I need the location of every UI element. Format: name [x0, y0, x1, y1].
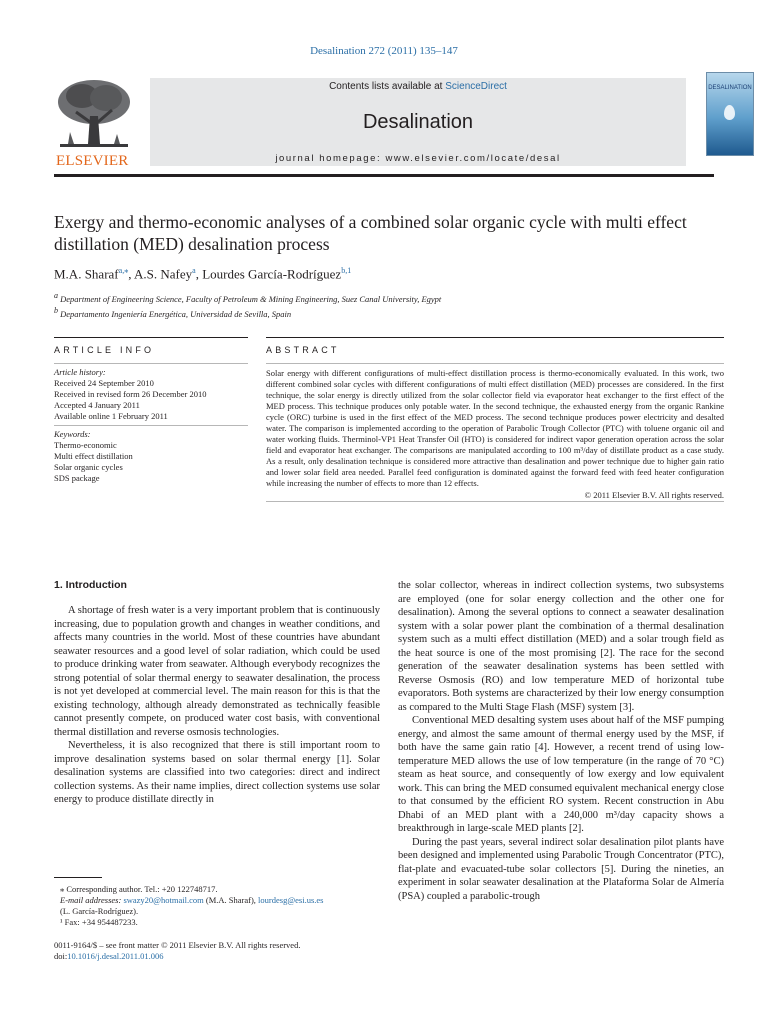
- keyword: Solar organic cycles: [54, 462, 123, 472]
- info-top-rule: [54, 363, 248, 364]
- abstract-heading: ABSTRACT: [266, 345, 340, 355]
- journal-homepage[interactable]: journal homepage: www.elsevier.com/locate/desal: [275, 153, 561, 164]
- doi-line: [54, 951, 300, 962]
- body-column-left: [54, 604, 380, 807]
- copyright-line: © 2011 Elsevier B.V. All rights reserved.: [584, 490, 724, 500]
- sciencedirect-link[interactable]: ScienceDirect: [445, 81, 507, 92]
- corresponding-author-note: ⁎ Corresponding author. Tel.: +20 122748717.: [60, 884, 218, 894]
- email-label: E-mail addresses:: [60, 895, 122, 905]
- affiliation-marker: a: [54, 291, 58, 300]
- abstract-top-rule: [266, 363, 724, 364]
- elsevier-tree-icon: [54, 76, 134, 152]
- elsevier-logo: [54, 76, 134, 170]
- footnote-rule: [54, 877, 102, 878]
- cover-title: DESALINATION: [708, 85, 752, 91]
- author-name[interactable]: M.A. Sharaf: [54, 266, 119, 282]
- author-affiliation-marker[interactable]: b,1: [341, 266, 352, 275]
- author-affiliation-marker[interactable]: a: [192, 266, 196, 275]
- contents-prefix: Contents lists available at: [329, 81, 446, 92]
- abstract-text: Solar energy with different configurations of multi-effect distillation process is thermo-economically evaluated. In this work, two different combined solar cycles with different configurations of multi effect distillation (MED) processes are considered. In the first technique, the solar energy is directly utilized from the solar collector field via evaporator heat exchanger to the first effect of the MED process. This technique produces only potable water. In the second technique, the exhausted energy from the organic Rankine cycle (ORC) turbine is used in the first effect of the MED process. The second technique produces power electricity and desalted water. The comparison is implemented according to the operation of Parabolic Trough Collector (PTC) with toluene organic oil and water working fluids. Therminol-VP1 Heat Transfer Oil (HTO) is considered for indirect vapor generation operation across the solar field and evaporator heat exchanger. The comparisons are manipulated according to 100 m³/day of distillate product as a case study. As a result, only desalination technique is considered more attractive than desalination and power technique due to higher gain ratio and lower solar field area needed. Parallel feed configuration is dominated against the forward feed with feed heater configuration while increasing the number of effects to more than 12 effects.: [266, 368, 724, 488]
- abstract-bottom-rule: [266, 501, 724, 502]
- email-owner-note: (L. García-Rodríguez).: [60, 906, 139, 916]
- info-divider: [54, 425, 248, 426]
- fax-note: ¹ Fax: +34 954487233.: [60, 917, 138, 927]
- history-item: Received 24 September 2010: [54, 378, 154, 388]
- journal-masthead: [54, 72, 752, 170]
- elsevier-wordmark: ELSEVIER: [56, 153, 129, 169]
- author-name[interactable]: Lourdes García-Rodríguez: [202, 266, 342, 282]
- email-owner: (M.A. Sharaf),: [203, 895, 259, 905]
- history-item: Received in revised form 26 December 2010: [54, 389, 207, 399]
- article-title: Exergy and thermo-economic analyses of a combined solar organic cycle with multi effect distillation (MED) desalination process: [54, 212, 687, 254]
- header-rule: [54, 174, 714, 177]
- affiliation-marker: b: [54, 305, 58, 315]
- body-column-right: [398, 579, 724, 903]
- keyword: SDS package: [54, 473, 100, 483]
- water-drop-icon: [724, 105, 735, 120]
- keywords-label: Keywords:: [54, 429, 91, 439]
- journal-cover-thumbnail[interactable]: [706, 72, 754, 156]
- author-list: M.A. Sharaf$^{a,⁎}$, A.S. Nafey$^a$, Lourdes García-Rodríguez$^{b,1}$: [54, 266, 352, 282]
- footnotes: [54, 884, 384, 928]
- doi-label: doi:: [54, 951, 68, 961]
- keyword: Multi effect distillation: [54, 451, 133, 461]
- email-note: [54, 895, 384, 906]
- article-history-label: Article history:: [54, 367, 106, 377]
- author-name[interactable]: A.S. Nafey: [134, 266, 193, 282]
- journal-name: Desalination: [362, 111, 474, 133]
- body-paragraph: A shortage of fresh water is a very important problem that is continuously increasing, due to population growth and changes in weather conditions, and affects many countries in the world. Most of these countries have abundant seawater resources and a good level of solar radiation, which could be used to produce drinking water from seawater. Although everybody recognizes the strong potential of solar thermal energy to seawater desalination, the process is not yet developed at commercial level. The main reason for this is that the existing technology, although already demonstrated as technically feasible cannot presently compete, on produced water cost basis, with conventional thermal distillation and reverse osmosis technologies.: [54, 605, 380, 738]
- author-affiliation-marker[interactable]: a,⁎: [118, 266, 129, 275]
- abstract-box: [266, 363, 724, 502]
- doi-link[interactable]: 10.1016/j.desal.2011.01.006: [67, 951, 164, 961]
- contents-line: [150, 81, 686, 92]
- issn-line: 0011-9164/$ – see front matter © 2011 Elsevier B.V. All rights reserved.: [54, 940, 301, 950]
- body-paragraph: Nevertheless, it is also recognized that there is still important room to improve desalination systems based on solar thermal energy [1]. Solar desalination systems are classified into two categories: direct and indirect collection systems. As their name implies, direct collection systems use solar energy to produce distillate directly in: [54, 740, 380, 805]
- history-item: Accepted 4 January 2011: [54, 400, 140, 410]
- article-info-box: [54, 363, 248, 484]
- affiliation: [54, 290, 441, 305]
- abstract-rule: [266, 337, 724, 338]
- masthead-banner: [150, 78, 686, 166]
- affiliation-text: Departamento Ingeniería Energética, Universidad de Sevilla, Spain: [60, 308, 292, 319]
- keyword: Thermo-economic: [54, 440, 117, 450]
- article-info-heading: ARTICLE INFO: [54, 345, 155, 355]
- affiliations: [54, 290, 441, 320]
- front-matter: [54, 940, 300, 962]
- body-paragraph: Conventional MED desalting system uses about half of the MSF pumping energy, and almost the same amount of thermal energy used by the MSF, if both have the same gain ratio [4]. However, a recent trend of using low-temperature MED allows the use of low temperature (in the range of 70 °C) steam as heat source, and consequently of low exergy and low equivalent work. This can bring the MED consumed equivalent mechanical energy close to that consumed by the efficient RO system. Recent construction in Abu Dhabi of an MED plant with a 240,000 m³/day capacity shows a breakthrough in large-scale MED plants [2].: [398, 715, 724, 834]
- email-link[interactable]: swazy20@hotmail.com: [123, 895, 204, 905]
- history-item: Available online 1 February 2011: [54, 411, 168, 421]
- email-link[interactable]: lourdesg@esi.us.es: [258, 895, 324, 905]
- journal-citation[interactable]: Desalination 272 (2011) 135–147: [310, 45, 458, 57]
- section-heading-introduction: 1. Introduction: [54, 579, 127, 591]
- affiliation: [54, 305, 441, 320]
- body-paragraph: the solar collector, whereas in indirect collection systems, two subsystems are employed (one for solar energy collection and the other one for desalination). Among the several options to connect a seawater desalination system with a solar power plant the combination of a thermal desalination system such as a multi effect distillation (MED) and a solar trough field as the heat source is one of the most promising [2]. The race for the second generation of the seawater desalination systems has been settled with Reverse Osmosis (RO) and low temperature MED of horizontal tube evaporators. Both systems are characterized by their low energy consumption as compared to the Multi Stage Flash (MSF) system [3].: [398, 580, 724, 713]
- body-paragraph: During the past years, several indirect solar desalination pilot plants have been designed and implemented using Parabolic Trough Concentrator (PTC), flat-plate and evacuated-tube solar collectors [5]. During the nineties, an experiment in solar seawater desalination at the Plataforma Solar de Almería (PSA) coupled a parabolic-trough: [398, 836, 724, 902]
- affiliation-text: Department of Engineering Science, Faculty of Petroleum & Mining Engineering, Suez Canal University, Egypt: [60, 293, 442, 304]
- article-info-rule: [54, 337, 248, 338]
